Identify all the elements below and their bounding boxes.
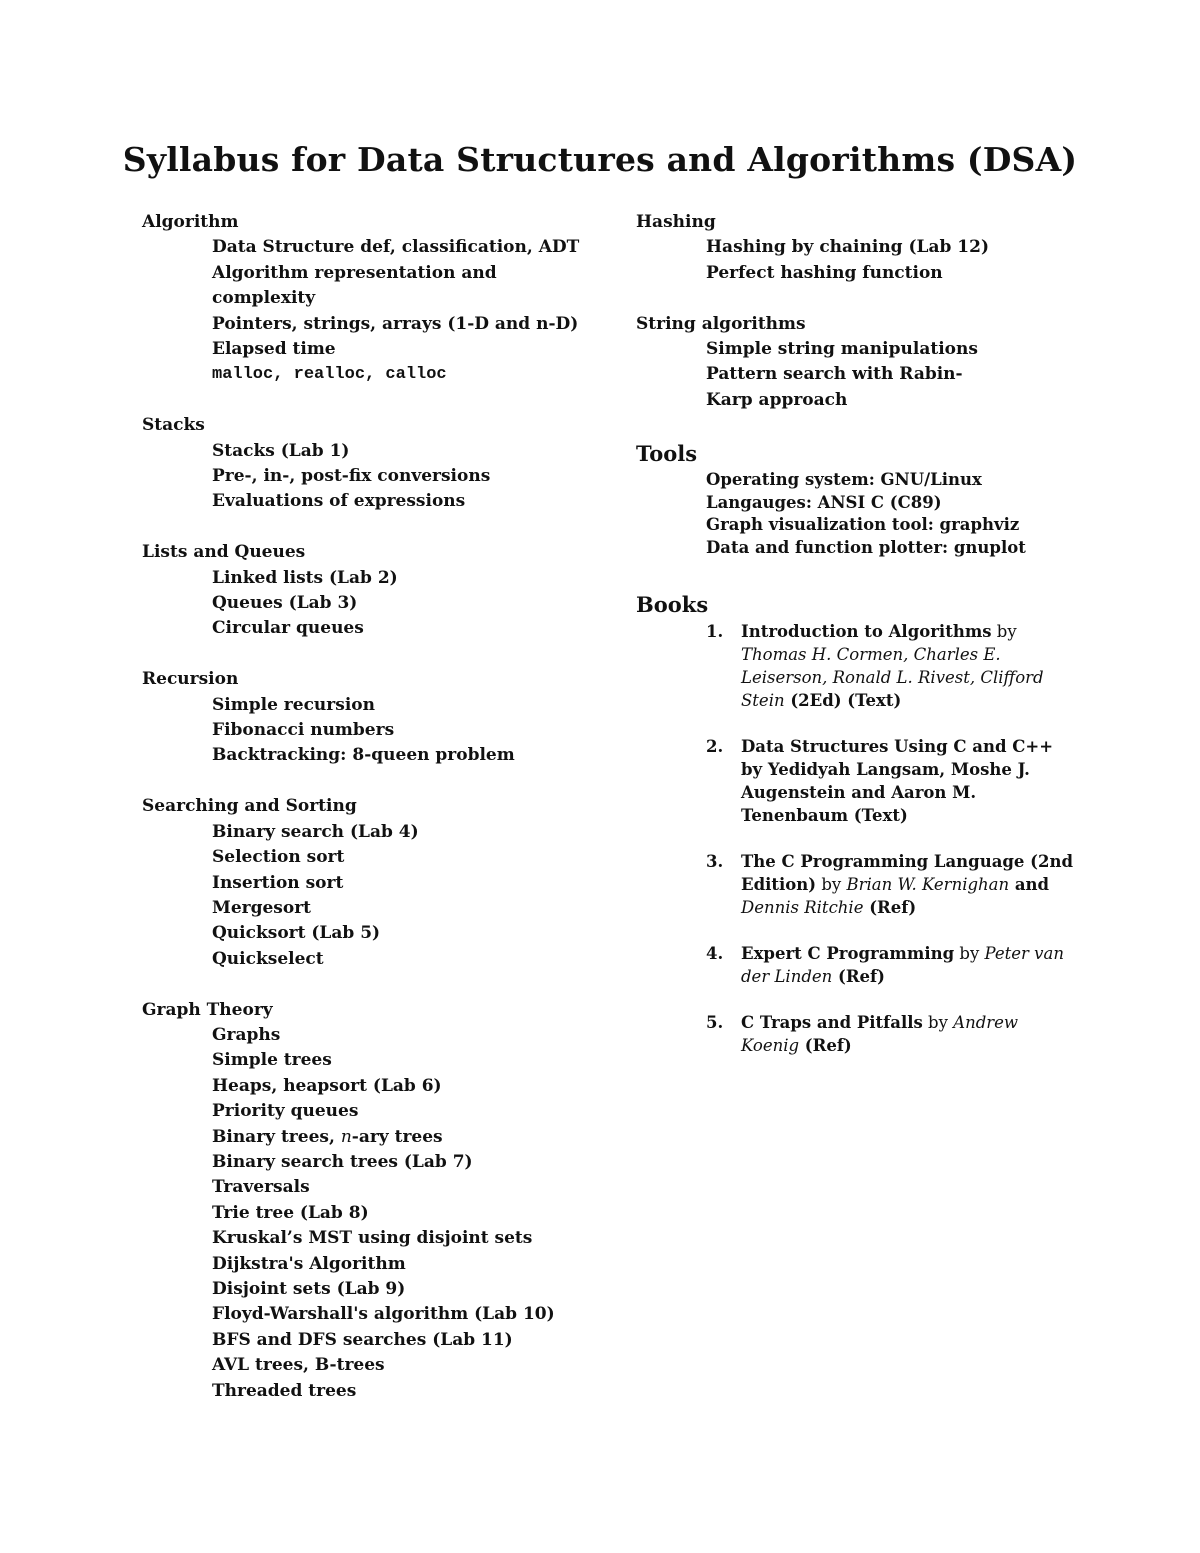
book-by: by (954, 943, 985, 963)
list-item: Binary search (Lab 4) (212, 821, 419, 842)
section-heading: String algorithms (636, 313, 806, 334)
list-item: Threaded trees (212, 1380, 357, 1401)
list-item: Selection sort (212, 847, 345, 868)
list-item: Data and function plotter: gnuplot (706, 538, 1026, 558)
list-item: Insertion sort (212, 872, 344, 893)
book-item (636, 735, 1076, 827)
book-item (636, 850, 1076, 919)
book-by: by (741, 759, 768, 779)
list-item: Elapsed time (212, 339, 336, 360)
book-item (636, 1011, 1076, 1057)
book-by: by (991, 621, 1017, 641)
section-heading: Books (636, 591, 709, 617)
section-algorithm (142, 210, 612, 388)
list-item: Graphs (212, 1024, 281, 1045)
page-title: Syllabus for Data Structures and Algorithms (DSA) (122, 140, 1078, 179)
book-authors: Brian W. Kernighan (846, 874, 1010, 894)
book-item (636, 942, 1076, 988)
section-recursion (142, 667, 612, 769)
section-tools (636, 439, 1076, 559)
section-string-algorithms (636, 312, 1076, 414)
book-authors: Andrew Koenig (741, 1012, 1019, 1055)
section-heading: Graph Theory (142, 999, 273, 1020)
section-stacks (142, 413, 612, 515)
list-item: Perfect hashing function (706, 262, 943, 283)
list-item: Mergesort (212, 897, 312, 918)
book-title: Introduction to Algorithms (741, 621, 992, 641)
nary-prefix: Binary trees, (212, 1126, 341, 1147)
list-item: BFS and DFS searches (Lab 11) (212, 1329, 513, 1350)
book-number: 1. (706, 621, 724, 641)
list-item: Hashing by chaining (Lab 12) (706, 237, 989, 258)
list-item: Kruskal’s MST using disjoint sets (212, 1228, 533, 1249)
list-item: Simple trees (212, 1050, 332, 1071)
list-item: Floyd-Warshall's algorithm (Lab 10) (212, 1304, 555, 1325)
book-title: The C Programming Language (2nd Edition) (741, 851, 1073, 894)
book-by: by (816, 874, 847, 894)
list-item: Langauges: ANSI C (C89) (706, 492, 942, 512)
section-heading: Recursion (142, 669, 239, 690)
right-column (636, 210, 1076, 1080)
book-and: and (1009, 874, 1050, 894)
section-lists-and-queues (142, 540, 612, 642)
book-by: by (922, 1012, 954, 1032)
book-title: Expert C Programming (741, 943, 955, 963)
book-suffix: (Ref) (799, 1035, 852, 1055)
book-number: 3. (706, 851, 724, 871)
list-item: Trie tree (Lab 8) (212, 1202, 369, 1223)
book-authors: Thomas H. Cormen, Charles E. Leiserson, Ronald L. Rivest, Clifford Stein (741, 644, 1044, 710)
list-item: Priority queues (212, 1101, 359, 1122)
nary-variable: n (340, 1126, 352, 1147)
list-item-nary-trees (212, 1125, 612, 1150)
list-item: Queues (Lab 3) (212, 593, 358, 614)
book-number: 2. (706, 736, 724, 756)
list-item: Disjoint sets (Lab 9) (212, 1278, 406, 1299)
list-item: Dijkstra's Algorithm (212, 1253, 406, 1274)
list-item: Fibonacci numbers (212, 720, 395, 741)
book-title: C Traps and Pitfalls (741, 1012, 923, 1032)
book-title: Data Structures Using C and C++ (741, 736, 1054, 756)
section-heading: Lists and Queues (142, 542, 306, 563)
list-item: Simple recursion (212, 694, 375, 715)
book-suffix: (Text) (848, 805, 908, 825)
book-number: 5. (706, 1012, 724, 1032)
list-item: Stacks (Lab 1) (212, 440, 350, 461)
section-heading: Stacks (142, 415, 205, 436)
list-item: Traversals (212, 1177, 310, 1198)
section-heading: Searching and Sorting (142, 796, 357, 817)
list-item: Pointers, strings, arrays (1-D and n-D) (212, 313, 579, 334)
list-item: Quickselect (212, 948, 324, 969)
section-heading: Algorithm (142, 212, 239, 232)
book-authors-2: Dennis Ritchie (741, 897, 864, 917)
list-item: Operating system: GNU/Linux (706, 470, 982, 490)
list-item: malloc, realloc, calloc (212, 365, 447, 385)
list-item: Algorithm representation and complexity (212, 262, 497, 309)
book-number: 4. (706, 943, 724, 963)
list-item: Evaluations of expressions (212, 491, 466, 512)
list-item: Linked lists (Lab 2) (212, 567, 398, 588)
list-item: Simple string manipulations (706, 339, 978, 360)
left-column (142, 210, 612, 1404)
section-heading: Hashing (636, 212, 716, 232)
book-item (636, 620, 1076, 712)
list-item: Pattern search with Rabin-Karp approach (706, 364, 963, 410)
list-item: Graph visualization tool: graphviz (706, 515, 1020, 535)
list-item: Data Structure def, classification, ADT (212, 237, 580, 258)
section-heading: Tools (636, 441, 698, 467)
nary-suffix: -ary trees (351, 1126, 443, 1147)
section-searching-and-sorting (142, 794, 612, 972)
list-item: Heaps, heapsort (Lab 6) (212, 1075, 442, 1096)
section-books (636, 590, 1076, 1057)
book-suffix: (Ref) (832, 966, 885, 986)
list-item: Pre-, in-, post-fix conversions (212, 466, 491, 487)
section-graph-theory (142, 998, 612, 1405)
book-authors: Yedidyah Langsam, Moshe J. Augenstein and Aaron M. Tenenbaum (741, 759, 1030, 825)
list-item: Circular queues (212, 618, 364, 639)
book-authors: Peter van der Linden (741, 943, 1064, 986)
book-suffix: (2Ed) (Text) (784, 690, 902, 710)
book-suffix: (Ref) (863, 897, 917, 917)
list-item: Quicksort (Lab 5) (212, 923, 381, 944)
list-item: AVL trees, B-trees (212, 1355, 385, 1376)
list-item: Backtracking: 8-queen problem (212, 745, 515, 766)
list-item: Binary search trees (Lab 7) (212, 1151, 473, 1172)
section-hashing (636, 210, 1076, 286)
